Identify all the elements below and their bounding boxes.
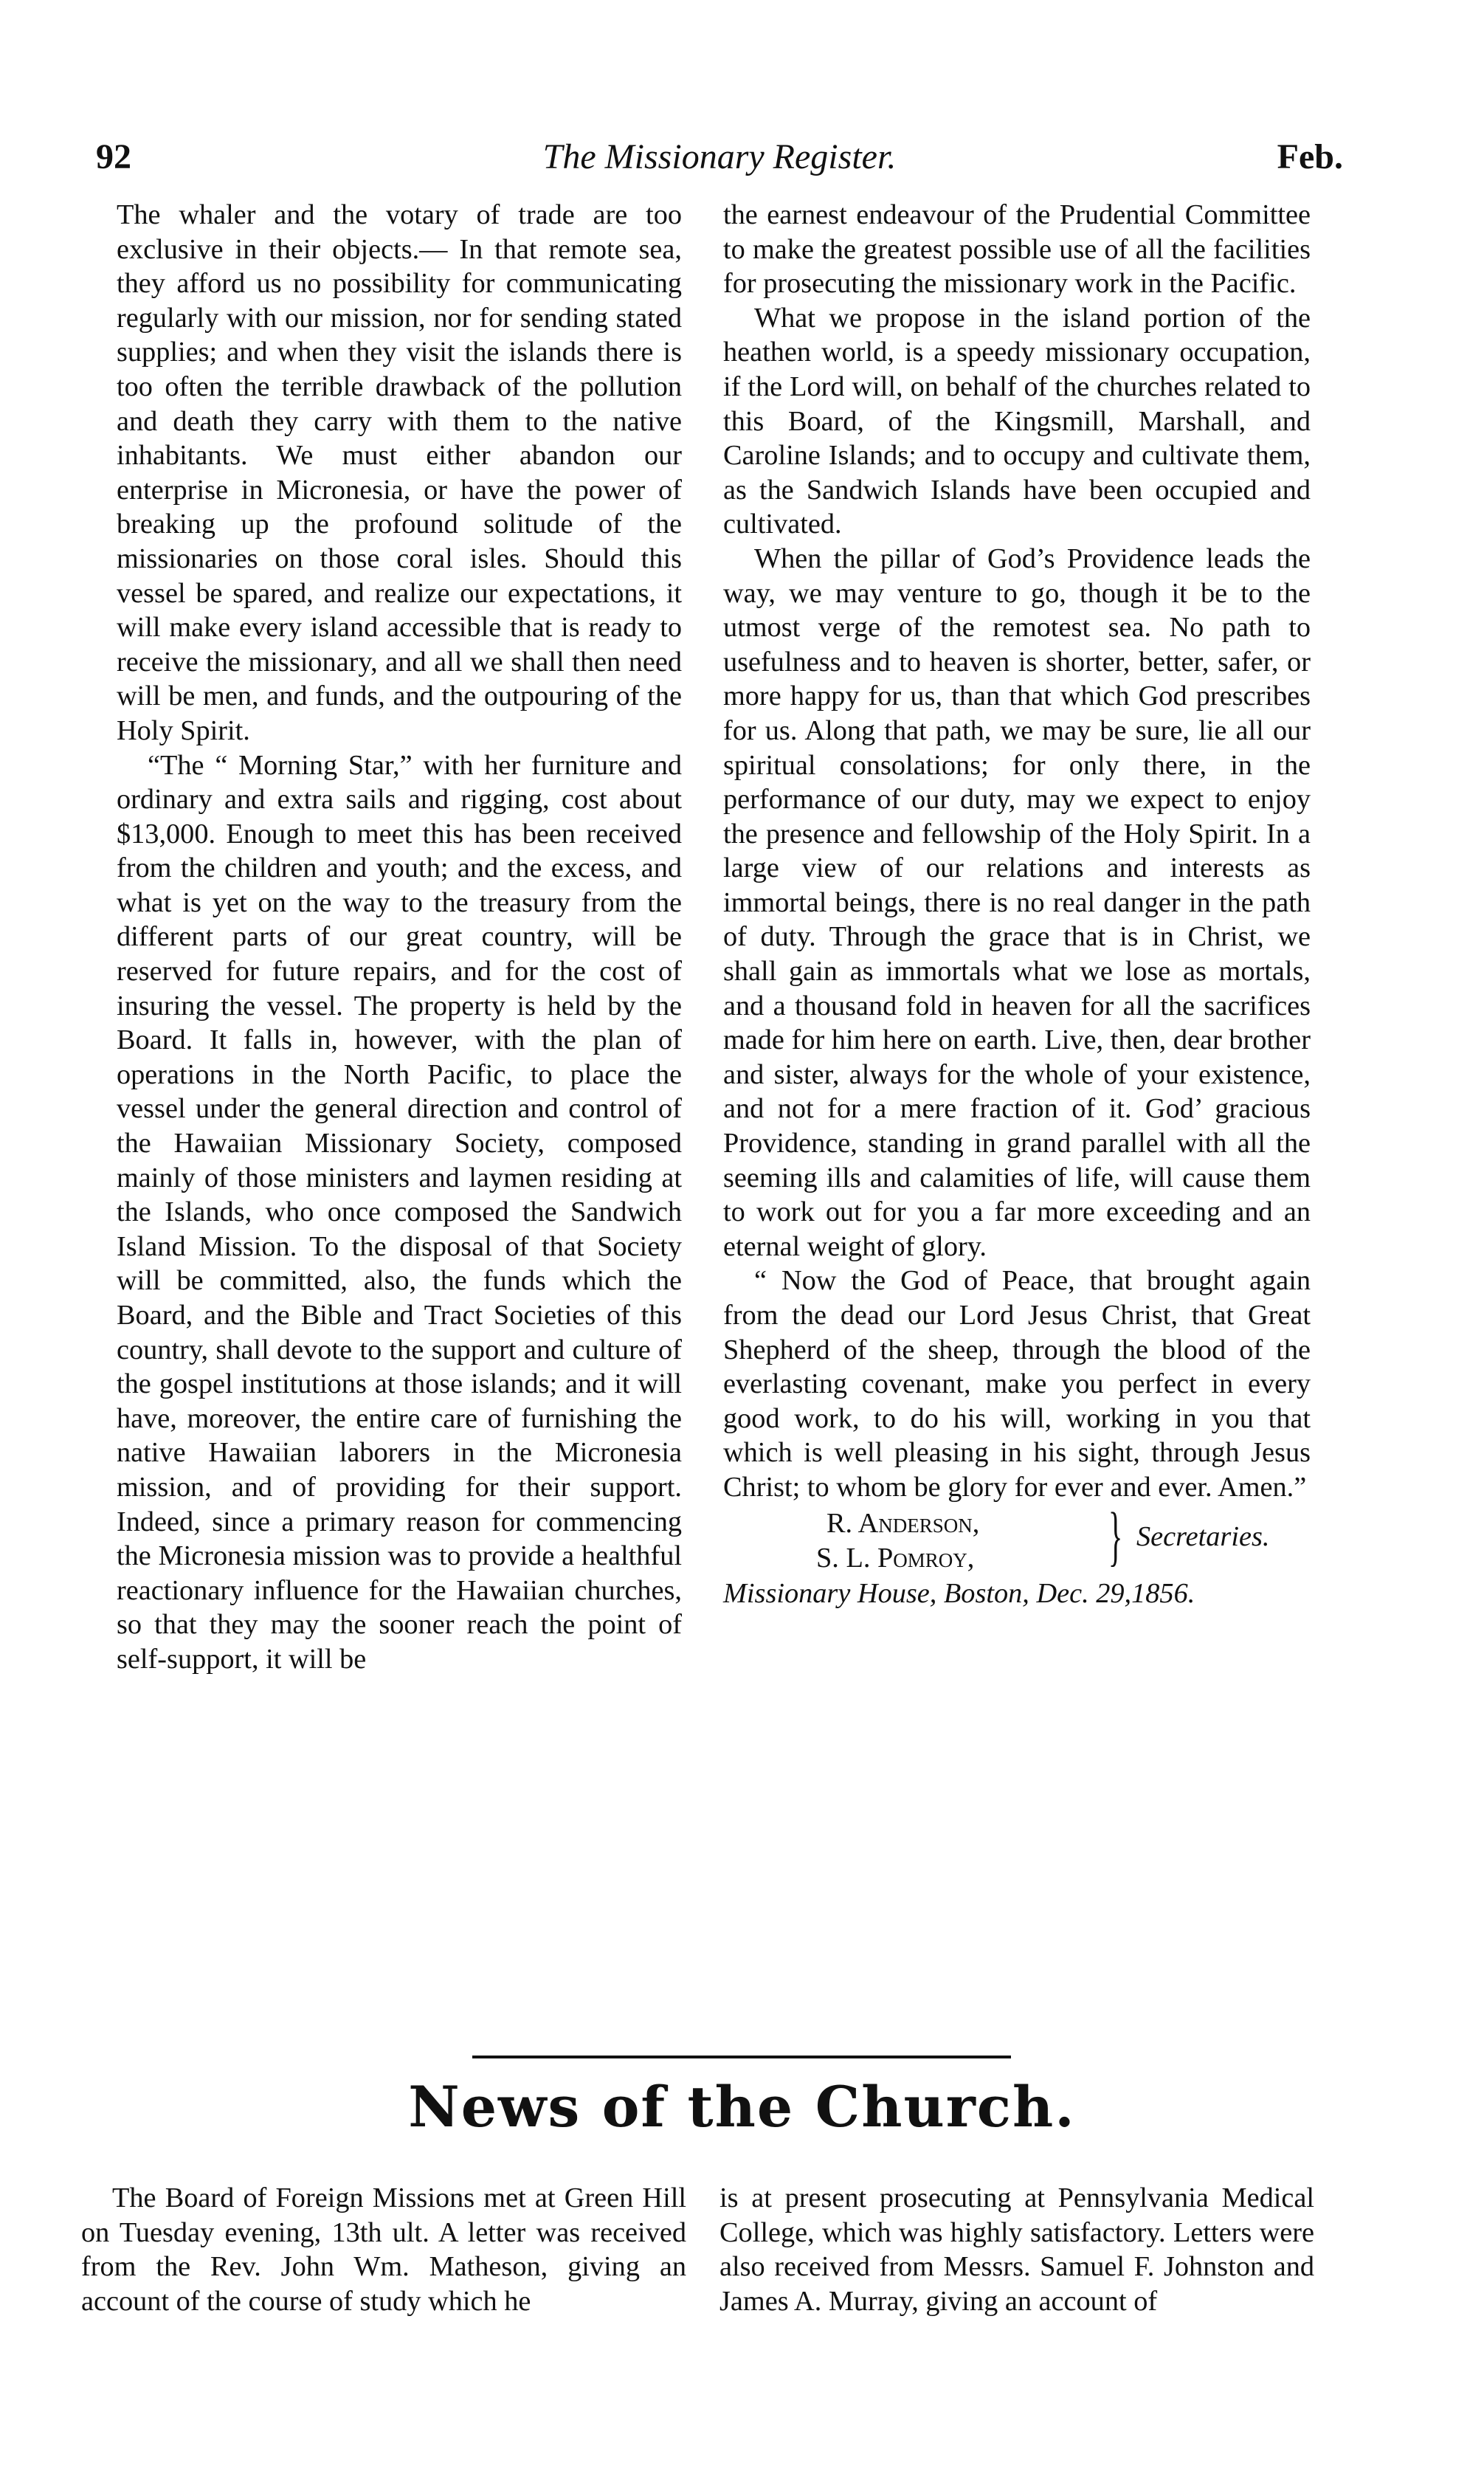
news-paragraph: is at present prosecuting at Pennsylvania Medical College, which was highly satisfactory. Letters were also received from Messrs. Samuel F. Johnston and James A. Murray, giving an account of	[719, 2182, 1314, 2317]
signatory-name: S. L. Pomroy,	[816, 1542, 975, 1574]
running-header	[96, 137, 1343, 188]
news-paragraph: The Board of Foreign Missions met at Green Hill on Tuesday evening, 13th ult. A letter was received from the Rev. John Wm. Matheson, giving an account of the course of study which he	[81, 2182, 686, 2317]
article-paragraph: What we propose in the island portion of the heathen world, is a speedy missionary occupation, if the Lord will, on behalf of the churches related to this Board, of the Kingsmill, Marshall, and Caroline Islands; and to occupy and cultivate them, as the Sandwich Islands have been occupied and cultivated.	[723, 302, 1311, 540]
news-right-column	[719, 2181, 1314, 2318]
news-left-column	[81, 2181, 686, 2318]
dateline-place: Missionary House, Boston,	[723, 1577, 1029, 1609]
article-right-column	[723, 198, 1311, 1610]
article-paragraph: “The “ Morning Star,” with her furniture and ordinary and extra sails and rigging, cost about $13,000. Enough to meet this has been received from the children and youth; and the excess, and what is yet on the way to the treasury from the different parts of our great country, will be reserved for future repairs, and for the cost of insuring the vessel. The property is held by the Board. It falls in, however, with the plan of operations in the North Pacific, to place the vessel under the general direction and control of the Hawaiian Missionary Society, composed mainly of those ministers and laymen residing at the Islands, who once composed the Sandwich Island Mission. To the disposal of that Society will be committed, also, the funds which the Board, and the Bible and Tract Societies of this country, shall devote to the support and culture of the gospel institutions at those islands; and it will have, moreover, the entire care of furnishing the native Hawaiian laborers in the Micronesia mission, and of providing for their support. Indeed, since a primary reason for commencing the Micronesia mission was to provide a healthful reactionary influence for the Hawaiian churches, so that they may the sooner reach the point of self-support, it will be	[117, 749, 682, 1675]
signature-block	[723, 1499, 1311, 1577]
article-left-column	[117, 198, 682, 1677]
signatory-name: R. Anderson,	[826, 1507, 980, 1539]
section-title: News of the Church.	[408, 2074, 1076, 2140]
dateline	[723, 1577, 1311, 1611]
page-number: 92	[96, 137, 131, 176]
dateline-date: Dec. 29,1856.	[1036, 1577, 1195, 1609]
article-paragraph: When the pillar of God’s Providence leads the way, we may venture to go, though it be to the utmost verge of the remotest sea. No path to usefulness and to heaven is shorter, better, safer, or more happy for us, than that which God prescribes for us. Along that path, we may be sure, lie all our spiritual consolations; for only there, in the performance of our duty, may we expect to enjoy the presence and fellowship of the Holy Spirit. In a large view of our relations and interests as immortal beings, there is no real danger in the path of duty. Through the grace that is in Christ, we shall gain as immortals what we lose as mortals, and a thousand fold in heaven for all the sacrifices made for him here on earth. Live, then, dear brother and sister, always for the whole of your existence, and not for a mere fraction of it. God’ gracious Providence, standing in grand parallel with all the seeming ills and calamities of life, will cause them to work out for you a far more exceeding and an eternal weight of glory.	[723, 542, 1311, 1262]
signatory-role: Secretaries.	[1136, 1520, 1270, 1552]
section-divider	[472, 2056, 1011, 2058]
article-paragraph: “ Now the God of Peace, that brought again from the dead our Lord Jesus Christ, that Great Shepherd of the sheep, through the blood of the everlasting covenant, make you perfect in every good work, to do his will, working in you that which is well pleasing in his sight, through Jesus Christ; to whom be glory for ever and ever. Amen.”	[723, 1265, 1311, 1503]
running-title: The Missionary Register.	[542, 137, 897, 176]
brace-glyph: }	[1108, 1499, 1123, 1573]
article-paragraph: the earnest endeavour of the Prudential Committee to make the greatest possible use of all the facilities for prosecuting the missionary work in the Pacific.	[723, 199, 1311, 300]
running-month: Feb.	[1277, 137, 1343, 176]
article-paragraph: The whaler and the votary of trade are too exclusive in their objects.— In that remote sea, they afford us no possibility for communicating regularly with our mission, nor for sending stated supplies; and when they visit the islands there is too often the terrible drawback of the pollution and death they carry with them to the native inhabitants. We must either abandon our enterprise in Micronesia, or have the power of breaking up the profound solitude of the missionaries on those coral isles. Should this vessel be spared, and realize our expectations, it will make every island accessible that is ready to receive the missionary, and all we shall then need will be men, and funds, and the outpouring of the Holy Spirit.	[117, 199, 682, 746]
